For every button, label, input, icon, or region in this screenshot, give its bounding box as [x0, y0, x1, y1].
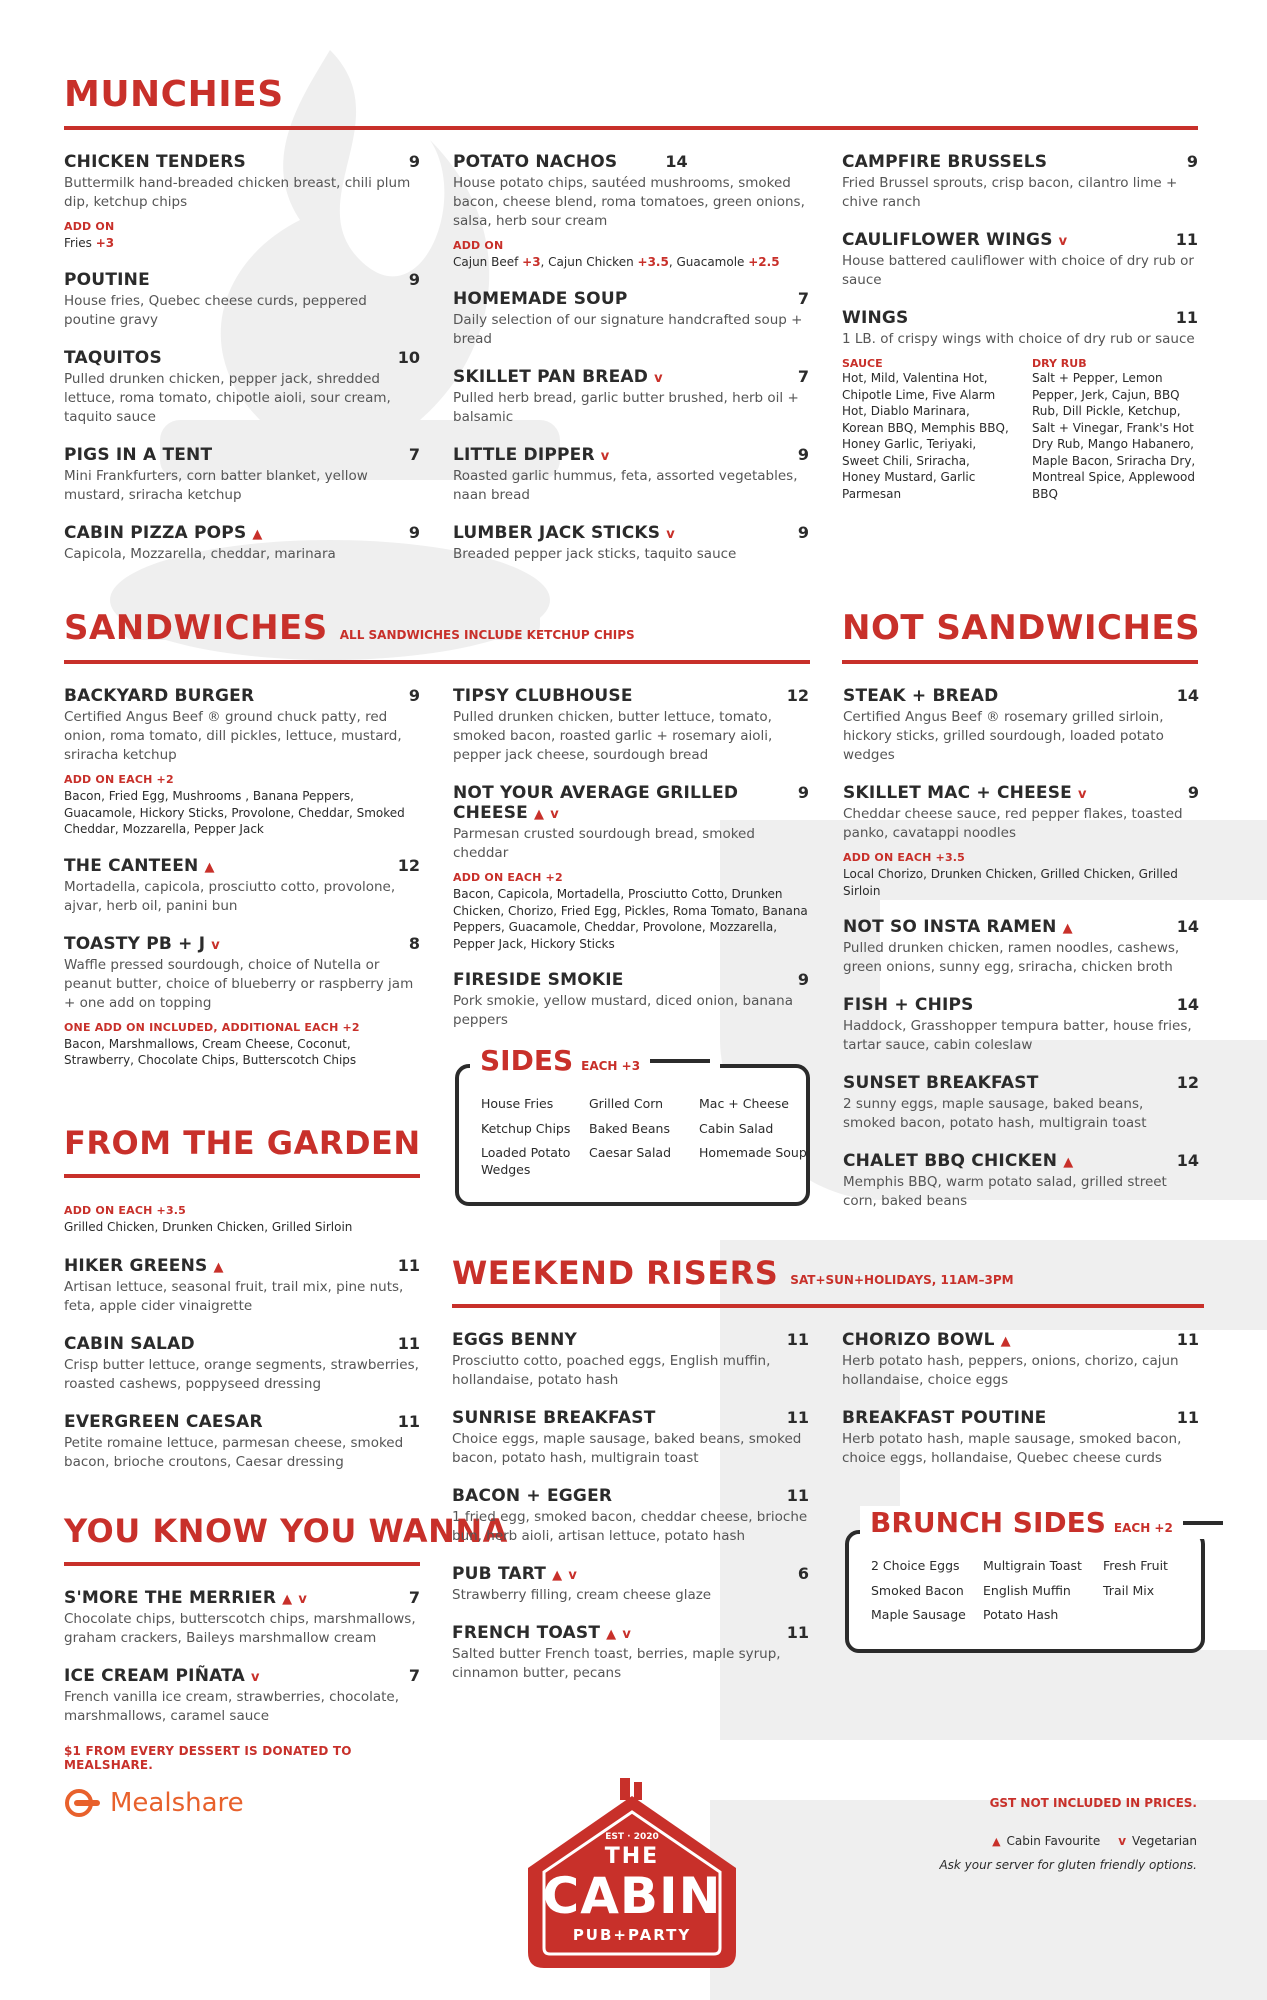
item-description: Pork smokie, yellow mustard, diced onion, banana peppers	[453, 993, 794, 1028]
sauce-list: SAUCE Hot, Mild, Valentina Hot, Chipotle Lime, Five Alarm Hot, Diablo Marinara, Korean BBQ, Memphis BBQ, Honey Garlic, Teriyaki, Sweet Chili, Sriracha, Honey Mustard, Garlic Parmesan	[842, 357, 1009, 501]
vegetarian-icon: v	[568, 1568, 577, 1583]
menu-item	[452, 1486, 809, 1546]
item-price: 9	[408, 686, 420, 705]
logo-tagline: PUB+PARTY	[572, 1926, 692, 1944]
section-title-sandwiches: SANDWICHES ALL SANDWICHES INCLUDE KETCHUP CHIPS	[64, 608, 635, 648]
logo-the: THE	[604, 1844, 660, 1869]
item-price: 7	[797, 366, 809, 386]
item-name: PIGS IN A TENT	[64, 444, 213, 465]
not-sandwiches-rule	[842, 660, 1198, 664]
item-name: NOT YOUR AVERAGE GRILLED CHEESE	[453, 783, 739, 823]
item-price: 14	[1176, 686, 1199, 705]
item-price: 11	[397, 1255, 420, 1275]
menu-item	[64, 934, 420, 1069]
item-name: S'MORE THE MERRIER	[64, 1588, 277, 1608]
item-description: 1 fried egg, smoked bacon, cheddar cheese, brioche bun, herb aioli, artisan lettuce, potato hash	[452, 1509, 808, 1544]
cabin-favourite-icon: ▲	[606, 1627, 617, 1642]
item-name: POTATO NACHOS	[453, 152, 618, 172]
munchies-rule	[64, 126, 1198, 130]
cabin-favourite-icon: ▲	[992, 1834, 1001, 1848]
item-price: 12	[397, 855, 420, 875]
item-price: 11	[786, 1623, 809, 1642]
item-price: 9	[1187, 783, 1199, 802]
menu-item	[64, 348, 420, 427]
item-price: 11	[1176, 1330, 1199, 1349]
legend-vegetarian: Vegetarian	[1132, 1834, 1197, 1848]
item-description: Artisan lettuce, seasonal fruit, trail mix, pine nuts, feta, apple cider vinaigrette	[64, 1278, 404, 1314]
item-name: POUTINE	[64, 269, 150, 290]
brunch-side-item: Trail Mix	[1103, 1582, 1155, 1598]
item-price: 9	[408, 152, 420, 171]
sides-title: SIDES EACH +3	[470, 1044, 720, 1077]
item-price: 11	[786, 1408, 809, 1427]
brunch-sides-title: BRUNCH SIDES EACH +2	[860, 1506, 1233, 1539]
item-name: STEAK + BREAD	[843, 686, 999, 706]
menu-item	[453, 783, 809, 952]
item-price: 9	[797, 970, 809, 989]
menu-item	[64, 686, 420, 838]
item-description: Certified Angus Beef ® rosemary grilled sirloin, hickory sticks, grilled sourdough, loaded potato wedges	[843, 709, 1164, 763]
menu-item	[453, 289, 809, 349]
menu-item	[64, 1666, 420, 1726]
item-price: 8	[408, 933, 420, 953]
item-name: HOMEMADE SOUP	[453, 288, 628, 309]
addon-title: ADD ON	[64, 220, 115, 233]
addon-title: ADD ON EACH +3.5	[64, 1204, 187, 1217]
item-name: CHICKEN TENDERS	[64, 152, 246, 172]
addon-text: Cajun Beef +3, Cajun Chicken +3.5, Guacamole +2.5	[453, 255, 780, 269]
side-item: Baked Beans	[589, 1120, 670, 1136]
item-price: 14	[1176, 1151, 1199, 1170]
dry-rub-list: DRY RUB Salt + Pepper, Lemon Pepper, Jerk, Cajun, BBQ Rub, Dill Pickle, Ketchup, Salt + Vinegar, Frank's Hot Dry Rub, Mango Habanero, Maple Bacon, Sriracha Dry, Montreal Spice, Applewood BBQ	[1032, 357, 1196, 501]
menu-item	[64, 270, 420, 330]
menu-item	[64, 445, 420, 505]
risers-note: SAT+SUN+HOLIDAYS, 11AM–3PM	[790, 1273, 1014, 1287]
item-price: 7	[408, 1588, 420, 1607]
menu-item	[843, 783, 1199, 899]
addon-title: ADD ON	[453, 239, 504, 252]
item-price: 9	[1186, 152, 1198, 171]
item-price: 11	[786, 1330, 809, 1349]
menu-item	[842, 152, 1198, 212]
item-name: TAQUITOS	[64, 347, 162, 368]
item-description: Buttermilk hand-breaded chicken breast, chili plum dip, ketchup chips	[64, 175, 411, 210]
item-name: WINGS	[842, 308, 909, 328]
item-description: Cheddar cheese sauce, red pepper flakes, toasted panko, cavatappi noodles	[843, 806, 1183, 841]
item-description: Certified Angus Beef ® ground chuck patty, red onion, roma tomato, dill pickles, lettuce, mustard, sriracha ketchup	[64, 709, 402, 763]
item-name: THE CANTEEN	[64, 855, 199, 876]
item-name: LUMBER JACK STICKS	[453, 522, 661, 543]
item-price: 11	[1175, 230, 1198, 249]
brunch-side-item: Smoked Bacon	[871, 1582, 964, 1598]
menu-item	[64, 856, 420, 916]
side-item: Loaded Potato Wedges	[481, 1145, 571, 1177]
item-name: CABIN SALAD	[64, 1333, 195, 1354]
menu-item	[452, 1330, 809, 1390]
item-name: CAULIFLOWER WINGS	[842, 230, 1053, 250]
addon-text: Grilled Chicken, Drunken Chicken, Grilled Sirloin	[64, 1220, 353, 1234]
cabin-favourite-icon: ▲	[213, 1259, 224, 1275]
item-description: Breaded pepper jack sticks, taquito sauce	[453, 545, 737, 562]
item-name: BREAKFAST POUTINE	[842, 1408, 1047, 1428]
brunch-side-item: Potato Hash	[983, 1607, 1059, 1622]
item-price: 12	[786, 686, 809, 705]
legend	[992, 1834, 1197, 1848]
item-price: 11	[1175, 308, 1198, 327]
addon-title: ADD ON EACH +2	[453, 871, 563, 884]
item-description: Daily selection of our signature handcrafted soup + bread	[453, 311, 803, 347]
cabin-favourite-icon: ▲	[282, 1592, 293, 1607]
addon-title: ONE ADD ON INCLUDED, ADDITIONAL EACH +2	[64, 1020, 360, 1034]
item-description: Memphis BBQ, warm potato salad, grilled street corn, baked beans	[843, 1174, 1167, 1209]
risers-column-2	[842, 1330, 1199, 1486]
item-price: 14	[665, 152, 688, 171]
side-item: Caesar Salad	[589, 1145, 672, 1160]
vegetarian-icon: v	[654, 370, 663, 386]
menu-item	[453, 686, 809, 765]
section-title-from-the-garden: FROM THE GARDEN	[64, 1124, 421, 1162]
brunch-side-item: 2 Choice Eggs	[871, 1558, 960, 1573]
vegetarian-icon: v	[1077, 787, 1087, 802]
item-description: Pulled drunken chicken, butter lettuce, tomato, smoked bacon, roasted garlic + rosemary aioli, pepper jack cheese, sourdough bread	[453, 709, 773, 763]
item-name: FRENCH TOAST	[452, 1623, 601, 1643]
mealshare-text: Mealshare	[110, 1788, 244, 1818]
side-item: Grilled Corn	[589, 1096, 664, 1111]
menu-item	[453, 152, 809, 271]
brunch-side-item: Maple Sausage	[871, 1607, 966, 1622]
item-price: 6	[797, 1564, 809, 1583]
item-description: 1 LB. of crispy wings with choice of dry rub or sauce	[842, 331, 1195, 347]
addon-text: Fries +3	[64, 236, 115, 250]
item-description: Prosciutto cotto, poached eggs, English muffin, hollandaise, potato hash	[452, 1353, 771, 1388]
menu-item	[842, 308, 1198, 502]
item-price: 9	[408, 522, 420, 542]
item-name: SKILLET MAC + CHEESE	[843, 783, 1072, 803]
vegetarian-icon: v	[550, 807, 559, 822]
item-name: SKILLET PAN BREAD	[453, 366, 649, 387]
menu-item	[64, 1588, 420, 1648]
cabin-favourite-icon: ▲	[552, 1568, 563, 1583]
brunch-side-item: Fresh Fruit	[1103, 1558, 1168, 1573]
item-description: Waffle pressed sourdough, choice of Nutella or peanut butter, choice of blueberry or raspberry jam + one add on topping	[64, 956, 414, 1011]
side-item: House Fries	[481, 1096, 554, 1111]
garden-rule	[64, 1174, 420, 1178]
cabin-favourite-icon: ▲	[1000, 1334, 1011, 1349]
item-description: Chocolate chips, butterscotch chips, marshmallows, graham crackers, Baileys marshmallow cream	[64, 1611, 416, 1646]
cabin-favourite-icon: ▲	[204, 859, 215, 875]
sandwiches-note: ALL SANDWICHES INCLUDE KETCHUP CHIPS	[339, 628, 635, 642]
item-name: TIPSY CLUBHOUSE	[453, 686, 633, 706]
menu-item	[453, 970, 809, 1030]
menu-item	[843, 1073, 1199, 1133]
legend-favourite: Cabin Favourite	[1006, 1834, 1101, 1848]
item-price: 9	[797, 444, 809, 464]
item-description: House potato chips, sautéed mushrooms, smoked bacon, cheese blend, roma tomatoes, green onions, salsa, herb sour cream	[453, 175, 805, 229]
sides-grid	[459, 1068, 806, 1178]
vegetarian-icon: v	[211, 937, 220, 953]
donation-note: $1 FROM EVERY DESSERT IS DONATED TO MEALSHARE.	[64, 1744, 352, 1772]
section-title-munchies: MUNCHIES	[64, 74, 284, 115]
item-price: 7	[408, 444, 420, 464]
menu-item	[452, 1623, 809, 1683]
vegetarian-icon: v	[1058, 234, 1068, 249]
item-price: 9	[797, 783, 809, 802]
munchies-column-1	[64, 152, 420, 582]
the-cabin-logo	[510, 1772, 754, 1972]
item-description: House fries, Quebec cheese curds, peppered poutine gravy	[64, 292, 367, 328]
item-price: 11	[397, 1411, 420, 1431]
item-description: Mini Frankfurters, corn batter blanket, yellow mustard, sriracha ketchup	[64, 467, 368, 503]
menu-item	[64, 152, 420, 252]
item-price: 9	[408, 269, 420, 289]
item-name: CABIN PIZZA POPS	[64, 522, 247, 543]
section-title-not-sandwiches: NOT SANDWICHES	[842, 608, 1201, 648]
item-name: LITTLE DIPPER	[453, 444, 595, 465]
item-name: SUNSET BREAKFAST	[843, 1073, 1039, 1093]
menu-item	[843, 686, 1199, 765]
item-price: 11	[397, 1333, 420, 1353]
munchies-column-2	[453, 152, 809, 582]
menu-item	[64, 1256, 420, 1316]
menu-item	[453, 523, 809, 564]
addon-text: Bacon, Capicola, Mortadella, Prosciutto Cotto, Drunken Chicken, Chorizo, Fried Egg, Pickles, Roma Tomato, Banana Peppers, Guacamole, Cheddar, Provolone, Mozzarella, Pepper Jack, Hickory Sticks	[453, 887, 808, 951]
item-description: 2 sunny eggs, maple sausage, baked beans, smoked bacon, potato hash, multigrain toast	[843, 1096, 1147, 1131]
item-name: CHORIZO BOWL	[842, 1330, 995, 1350]
menu-item	[453, 367, 809, 427]
menu-item	[64, 523, 420, 564]
brunch-sides-box	[845, 1530, 1205, 1653]
item-description: Capicola, Mozzarella, cheddar, marinara	[64, 545, 336, 562]
item-name: PUB TART	[452, 1564, 547, 1584]
logo-est: EST · 2020	[605, 1832, 659, 1842]
item-description: Strawberry filling, cream cheese glaze	[452, 1587, 712, 1603]
item-description: Roasted garlic hummus, feta, assorted vegetables, naan bread	[453, 467, 798, 503]
item-description: French vanilla ice cream, strawberries, chocolate, marshmallows, caramel sauce	[64, 1689, 399, 1724]
item-description: Choice eggs, maple sausage, baked beans, smoked bacon, potato hash, multigrain toast	[452, 1431, 802, 1466]
wanna-rule	[64, 1562, 420, 1566]
side-item: Cabin Salad	[699, 1120, 774, 1136]
brunch-side-item: Multigrain Toast	[983, 1558, 1082, 1573]
menu-item	[64, 1412, 420, 1472]
addon-text: Local Chorizo, Drunken Chicken, Grilled Chicken, Grilled Sirloin	[843, 867, 1178, 898]
item-name: TOASTY PB + J	[64, 933, 206, 954]
item-description: Herb potato hash, peppers, onions, chorizo, cajun hollandaise, choice eggs	[842, 1353, 1179, 1388]
section-title-you-know-you-wanna: YOU KNOW YOU WANNA	[64, 1512, 508, 1550]
sandwiches-column-1	[64, 686, 420, 1087]
side-item: Ketchup Chips	[481, 1120, 571, 1136]
brunch-sides-grid	[849, 1534, 1201, 1624]
item-description: Pulled drunken chicken, ramen noodles, cashews, green onions, sunny egg, sriracha, chicken broth	[843, 940, 1180, 975]
item-price: 9	[797, 522, 809, 542]
sandwiches-rule	[64, 660, 810, 664]
section-title-weekend-risers: WEEKEND RISERS SAT+SUN+HOLIDAYS, 11AM–3PM	[452, 1254, 1014, 1292]
addon-title: ADD ON EACH +2	[64, 773, 174, 786]
item-price: 11	[1176, 1408, 1199, 1427]
gst-note: GST NOT INCLUDED IN PRICES.	[989, 1796, 1197, 1810]
menu-item	[452, 1408, 809, 1468]
item-description: Pulled drunken chicken, pepper jack, shredded lettuce, roma tomato, chipotle aioli, sour cream, taquito sauce	[64, 370, 391, 425]
addon-text: Bacon, Marshmallows, Cream Cheese, Coconut, Strawberry, Chocolate Chips, Butterscotch Chips	[64, 1036, 357, 1067]
item-name: FISH + CHIPS	[843, 995, 974, 1015]
addon-text: Bacon, Fried Egg, Mushrooms , Banana Peppers, Guacamole, Hickory Sticks, Provolone, Cheddar, Smoked Cheddar, Mozzarella, Pepper Jack	[64, 789, 405, 836]
menu-item	[453, 445, 809, 505]
mealshare-icon	[64, 1788, 104, 1818]
item-price: 12	[1176, 1073, 1199, 1092]
menu-item	[843, 917, 1199, 977]
sides-box	[455, 1064, 810, 1206]
item-description: House battered cauliflower with choice of dry rub or sauce	[842, 253, 1194, 288]
item-price: 14	[1176, 995, 1199, 1014]
item-name: NOT SO INSTA RAMEN	[843, 917, 1057, 937]
item-name: CHALET BBQ CHICKEN	[843, 1151, 1058, 1171]
cabin-favourite-icon: ▲	[534, 807, 545, 822]
item-description: Parmesan crusted sourdough bread, smoked cheddar	[453, 826, 755, 861]
item-description: Herb potato hash, maple sausage, smoked bacon, choice eggs, hollandaise, Quebec cheese curds	[842, 1431, 1182, 1466]
sandwiches-column-2	[453, 686, 809, 1048]
not-sandwiches-column	[843, 686, 1199, 1229]
item-price: 14	[1176, 917, 1199, 936]
item-description: Pulled herb bread, garlic butter brushed, herb oil + balsamic	[453, 389, 799, 425]
side-item: Homemade Soup	[699, 1145, 807, 1160]
menu-item	[842, 1330, 1199, 1390]
item-price: 11	[786, 1486, 809, 1505]
item-name: BACKYARD BURGER	[64, 686, 255, 706]
menu-item	[452, 1564, 809, 1605]
item-name: ICE CREAM PIÑATA	[64, 1666, 245, 1686]
gluten-note: Ask your server for gluten friendly options.	[939, 1858, 1197, 1872]
mealshare-logo	[64, 1788, 244, 1818]
item-description: Crisp butter lettuce, orange segments, strawberries, roasted cashews, poppyseed dressing	[64, 1356, 419, 1392]
side-item: Mac + Cheese	[699, 1096, 789, 1111]
munchies-column-3	[842, 152, 1198, 520]
item-description: Mortadella, capicola, prosciutto cotto, provolone, ajvar, herb oil, panini bun	[64, 878, 396, 914]
menu-item	[842, 230, 1198, 290]
vegetarian-icon: v	[622, 1627, 632, 1642]
item-name: CAMPFIRE BRUSSELS	[842, 152, 1048, 172]
item-description: Haddock, Grasshopper tempura batter, house fries, tartar sauce, cabin coleslaw	[843, 1018, 1192, 1053]
risers-column-1	[452, 1330, 809, 1701]
wanna-column	[64, 1588, 420, 1772]
cabin-favourite-icon: ▲	[1063, 1155, 1074, 1170]
item-name: EVERGREEN CAESAR	[64, 1411, 263, 1432]
item-name: EGGS BENNY	[452, 1330, 578, 1350]
item-description: Petite romaine lettuce, parmesan cheese, smoked bacon, brioche croutons, Caesar dressing	[64, 1434, 404, 1470]
vegetarian-icon: v	[666, 526, 675, 542]
cabin-favourite-icon: ▲	[1062, 921, 1073, 936]
menu-item	[843, 1151, 1199, 1211]
vegetarian-icon: v	[251, 1670, 260, 1685]
item-description: Fried Brussel sprouts, crisp bacon, cilantro lime + chive ranch	[842, 175, 1178, 210]
menu-item	[843, 995, 1199, 1055]
logo-cabin: CABIN	[542, 1867, 722, 1925]
item-price: 7	[408, 1666, 420, 1685]
risers-rule	[452, 1304, 1204, 1308]
brunch-side-item: English Muffin	[983, 1582, 1071, 1598]
item-name: FIRESIDE SMOKIE	[453, 970, 624, 990]
menu-item	[842, 1408, 1199, 1468]
garden-column	[64, 1196, 420, 1490]
item-description: Salted butter French toast, berries, maple syrup, cinnamon butter, pecans	[452, 1646, 781, 1681]
vegetarian-icon: v	[298, 1592, 308, 1607]
item-name: BACON + EGGER	[452, 1486, 613, 1506]
item-name: HIKER GREENS	[64, 1255, 208, 1276]
addon-title: ADD ON EACH +3.5	[843, 851, 966, 864]
item-price: 10	[397, 347, 420, 367]
item-name: SUNRISE BREAKFAST	[452, 1408, 656, 1428]
vegetarian-icon: v	[600, 448, 610, 464]
item-price: 7	[797, 288, 809, 308]
cabin-favourite-icon: ▲	[252, 526, 263, 542]
menu-item	[64, 1334, 420, 1394]
vegetarian-icon: v	[1118, 1834, 1127, 1848]
